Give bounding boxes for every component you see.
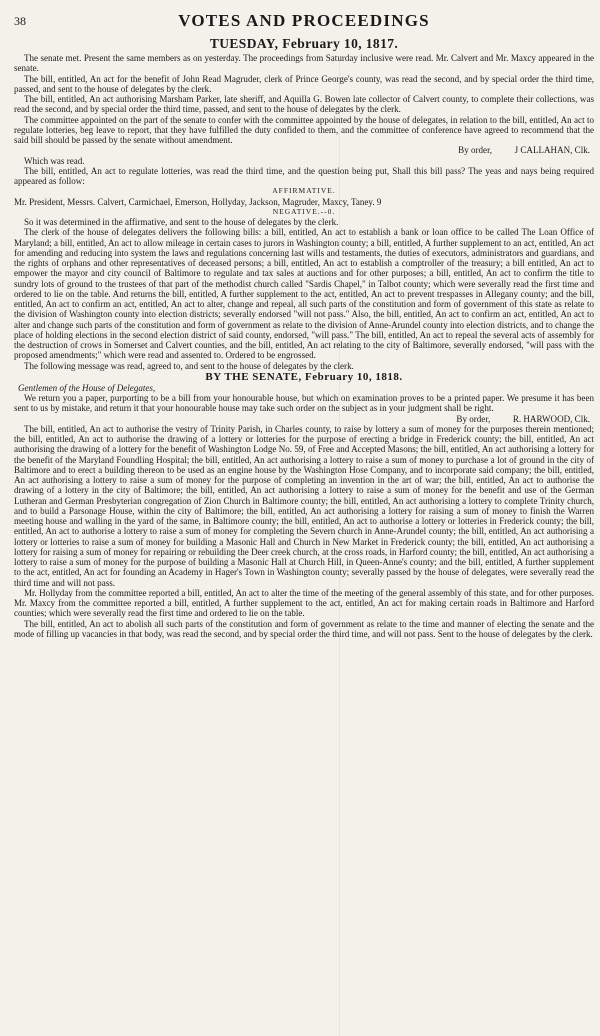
paragraph-committee-report: The committee appointed on the part of the senate to confer with the committee appointed by the house of delegates, in relation to the bill, entitled, An act to regulate lotteries, beg leave to report, that they have fulfilled the duty confided to them, and the committee of conference have agreed to recommend that the said bill should be passed by the senate without amendment.: [14, 114, 594, 145]
signature-harwood: By order, R. HARWOOD, Clk.: [456, 413, 590, 424]
paragraph-hollyday-report: Mr. Hollyday from the committee reported a bill, entitled, An act to alter the time of the meeting of the general assembly of this state, and for other purposes. Mr. Maxcy from the committee reported a bill, entitled, A further supplement to the act, entitled, An act for making certain roads in Baltimore and Harford counties; which were severally read the first time and ordered to lie on the table.: [14, 587, 594, 619]
paragraph-clerk-delivers: The clerk of the house of delegates delivers the following bills: a bill, entitled, An act to establish a bank or loan office to be called The Loan Office of Maryland; a bill, entitled, An act to allow mileage in certain cases to jurors in Washington county; a bill, entitled, A further supplement to an act, entitled, An act for amending and reducing into system the laws and regulations concerning last wills and testaments, the duties of executors, administrators and guardians, and the rights of orphans and other representatives of deceased persons; a bill, entitled, An act to establish a comptroller of the treasury; a bill entitled, An act to empower the mayor and city council of Baltimore to regulate and tax sales at auctions and for other purposes; a bill, entitled, An act to confirm the title to sundry lots of ground to the trustees of that part of the methodist church called "Sardis Chapel," in Talbot county; which were severally read the first time and ordered to lie on the table. And returns the bill, entitled, A further supplement to the act, entitled, An act to prevent trespasses in Allegany county; and the bill, entitled, An act to confirm an act, entitled, An act to alter, change and repeal, all such parts of the constitution and form of government of this state as relate to the division of Washington county into election districts; severally endorsed "will not pass." Also, the bill, entitled, An act to confirm an act, entitled, An act to alter and change such parts of the constitution and form of government as relate to the division of Anne-Arundel county into election districts, and to change the place of holding elections in the second election district of said county, endorsed, "will pass." The bill, entitled, An act to repeal the several acts of assembly for the destruction of crows in Somerset and Calvert counties, and the bill, entitled, An act relating to the city of Baltimore, severally endorsed, "will pass with the proposed amendments;" which were read and assented to. Ordered to be engrossed.: [14, 227, 594, 361]
paragraph-lotteries-vote: The bill, entitled, An act to regulate lotteries, was read the third time, and the question being put, Shall this bill pass? The yeas and nays being required appeared as follow:: [14, 165, 594, 186]
by-the-senate-heading: BY THE SENATE, February 10, 1818.: [205, 370, 403, 383]
salutation: Gentlemen of the House of Delegates,: [18, 382, 156, 393]
date-heading: TUESDAY, February 10, 1817.: [209, 36, 399, 51]
page-number: 38: [14, 14, 26, 28]
paragraph-magruder-bill: The bill, entitled, An act for the benefit of John Read Magruder, clerk of Prince George's county, was read the second, and by special order the third time, passed, and sent to the house of delegates by the clerk.: [14, 73, 594, 94]
negative-label: NEGATIVE.--0.: [272, 206, 336, 216]
paragraph-senate-met: The senate met. Present the same members as on yesterday. The proceedings from Saturday inclusive were read. Mr. Calvert and Mr. Maxcy appeared in the senate.: [14, 53, 594, 74]
page-fold-shadow: [339, 60, 340, 1036]
affirmative-names: Mr. President, Messrs. Calvert, Carmichael, Emerson, Hollyday, Jackson, Magruder, Maxcy, Taney. 9: [14, 196, 382, 207]
paragraph-message-body: We return you a paper, purporting to be a bill from your honourable house, but which on examination proves to be a printed paper. We presume it has been sent to us by mistake, and return it that your honourable house may take such order on the subject as in your judgment shall be right.: [14, 393, 594, 414]
paragraph-abolish-bill: The bill, entitled, An act to abolish all such parts of the constitution and form of government as relate to the time and manner of electing the senate and the mode of filling up vacancies in that body, was read the second, and by special order the third time, and will not pass. Sent to the house of delegates by the clerk.: [14, 618, 594, 639]
running-head-title: VOTES AND PROCEEDINGS: [178, 11, 430, 30]
paragraph-lottery-bills: The bill, entitled, An act to authorise the vestry of Trinity Parish, in Charles county, to raise by lottery a sum of money for the purposes therein mentioned; the bill, entitled, An act to authorise the drawing of a lottery or lotteries for the purpose of erecting a bridge in Frederick county; the bill, entitled, An act authorising the drawing of a lottery for the benefit of Washington Lodge No. 59, of Free and Accepted Masons; the bill, entitled, An act authorising a lottery for the benefit of the Maryland Foundling Hospital; the bill, entitled, An act authorising a lottery to raise a sum of money to purchase a lot of ground in the city of Baltimore and to erect a building thereon to be used as an engine house by the Washington Hose Company, and to incorporate said company; the bill, entitled, An act authorising a lottery to raise a sum of money for the purpose of completing an invention in the art of war; the bill, entitled, An act to authorise the drawing of a lottery in the city of Baltimore; the bill, entitled, An act authorising a lottery to raise a sum of money for the benefit and use of the German Lutheran and German Presbyterian congregation of Zion Church in Baltimore county; the bill, entitled, An act authorising a lottery to complete Trinity church, and to build a Parsonage House, within the city of Baltimore; the bill, entitled, An act authorising a lottery for raising a sum of money to finish the Warren meeting house and walling in the yard of the same, in Baltimore county; the bill, entitled, An act to authorise a lottery or lotteries in Frederick county; the bill, entitled, An act to authorise a lottery to raise a sum of money for completing the Severn church in Anne-Arundel county; the bill, entitled, An act authorising a lottery or lotteries to raise a sum of money for building a Masonic Hall and Church in New Market in Frederick county; the bill, entitled, An act authorising a lottery for raising a sum of money for repairing or rebuilding the Deer creek church, at the cross roads, in Harford county; the bill, entitled, An act authorising a lottery to raise a sum of money for the purpose of building a Masonic Hall at Church Hill, in Queen-Anne's county; and the bill, entitled, A further supplement to the act, entitled, An act for founding an Academy in Hager's Town in Washington county; severally passed by the house of delegates, were severally read the third time and will not pass.: [14, 423, 594, 588]
paragraph-parker-bill: The bill, entitled, An act authorising Marsham Parker, late sheriff, and Aquilla G. Bowen late collector of Calvert county, to complete their collections, was read the second, and by special order the third time, passed, and sent to the house of delegates by the clerk.: [14, 94, 594, 115]
paragraph-determined: So it was determined in the affirmative, and sent to the house of delegates by the clerk.: [24, 217, 339, 227]
affirmative-label: AFFIRMATIVE.: [272, 186, 336, 196]
which-was-read: Which was read.: [24, 155, 85, 166]
signature-callahan: By order, J CALLAHAN, Clk.: [458, 145, 590, 156]
paragraph-message-agreed: The following message was read, agreed to, and sent to the house of delegates by the clerk.: [24, 360, 354, 371]
running-header: [14, 10, 594, 34]
